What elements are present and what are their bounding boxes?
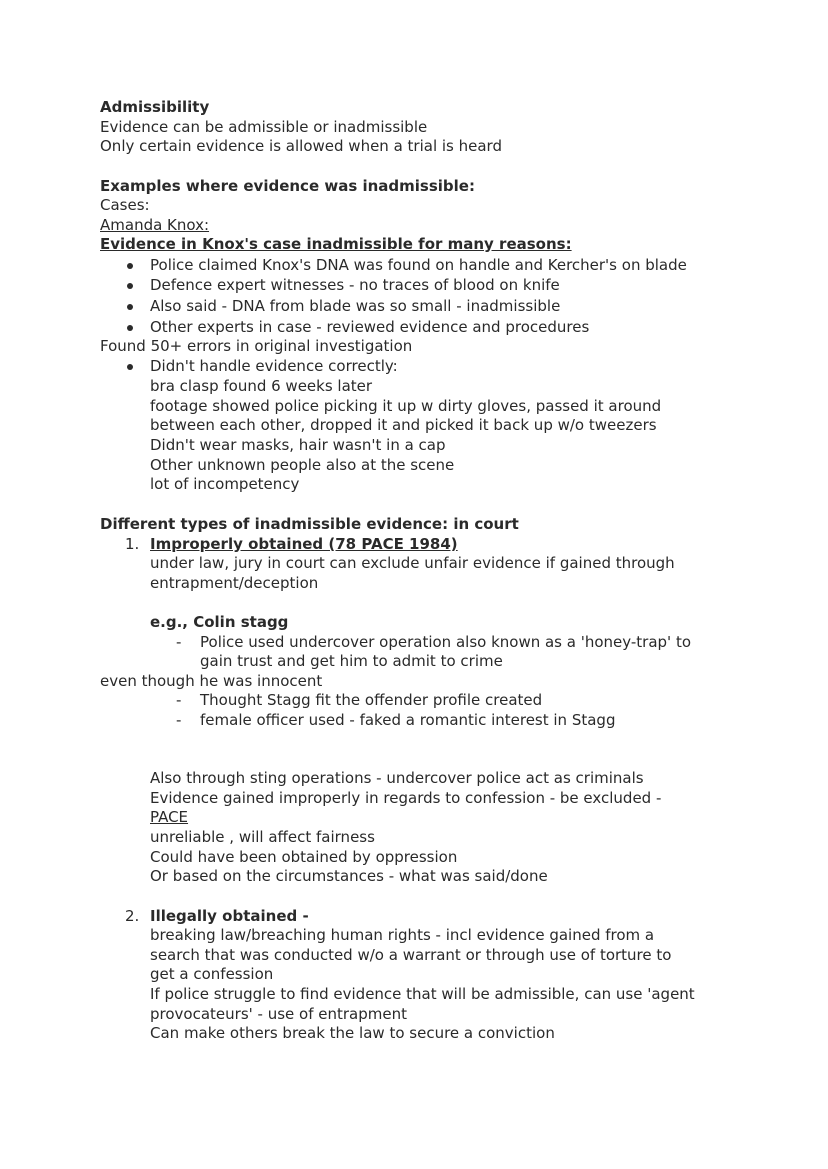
- bullet-item: Other experts in case - reviewed evidence and procedures: [150, 318, 590, 336]
- dash-icon: -: [176, 633, 182, 651]
- dash-icon: -: [176, 711, 182, 729]
- pace-link-text: PACE: [150, 808, 189, 826]
- text-line: get a confession: [150, 965, 274, 983]
- heading-examples: Examples where evidence was inadmissible:: [100, 177, 475, 195]
- text-line: entrapment/deception: [150, 574, 319, 592]
- text-line: Could have been obtained by oppression: [150, 848, 458, 866]
- text-line: lot of incompetency: [150, 475, 300, 493]
- text-line: Also through sting operations - undercover police act as criminals: [150, 769, 644, 787]
- text-line: If police struggle to find evidence that will be admissible, can use 'agent: [150, 985, 695, 1003]
- list-number: 1.: [125, 535, 140, 553]
- bullet-icon: [127, 304, 133, 310]
- text-line: between each other, dropped it and picked it back up w/o tweezers: [150, 416, 657, 434]
- bullet-icon: [127, 263, 133, 269]
- text-line: Can make others break the law to secure a conviction: [150, 1024, 555, 1042]
- text-line: Evidence gained improperly in regards to confession - be excluded -: [150, 789, 662, 807]
- dash-item: Thought Stagg fit the offender profile created: [200, 691, 543, 709]
- case-name: Amanda Knox:: [100, 216, 210, 234]
- item-title: Improperly obtained (78 PACE 1984): [150, 535, 458, 553]
- text-line: gain trust and get him to admit to crime: [200, 652, 503, 670]
- list-number: 2.: [125, 907, 140, 925]
- bullet-icon: [127, 364, 133, 370]
- text-line: under law, jury in court can exclude unfair evidence if gained through: [150, 554, 675, 572]
- text-line: Didn't wear masks, hair wasn't in a cap: [150, 436, 446, 454]
- dash-item: Police used undercover operation also known as a 'honey-trap' to: [200, 633, 692, 651]
- text-line: provocateurs' - use of entrapment: [150, 1005, 407, 1023]
- heading-types: Different types of inadmissible evidence: in court: [100, 515, 519, 533]
- dash-item: female officer used - faked a romantic interest in Stagg: [200, 711, 616, 729]
- case-subheading: Evidence in Knox's case inadmissible for many reasons:: [100, 235, 572, 253]
- text-line: bra clasp found 6 weeks later: [150, 377, 373, 395]
- text-line: Only certain evidence is allowed when a trial is heard: [100, 137, 502, 155]
- example-label: e.g., Colin stagg: [150, 613, 289, 631]
- bullet-item: Defence expert witnesses - no traces of blood on knife: [150, 276, 560, 294]
- item-title: Illegally obtained -: [150, 907, 309, 925]
- text-line: Evidence can be admissible or inadmissible: [100, 118, 428, 136]
- text-line: breaking law/breaching human rights - incl evidence gained from a: [150, 926, 655, 944]
- heading-admissibility: Admissibility: [100, 98, 210, 116]
- cases-label: Cases:: [100, 196, 150, 214]
- bullet-icon: [127, 325, 133, 331]
- bullet-item: Police claimed Knox's DNA was found on handle and Kercher's on blade: [150, 256, 687, 274]
- text-line: unreliable , will affect fairness: [150, 828, 375, 846]
- text-line: Found 50+ errors in original investigation: [100, 337, 413, 355]
- bullet-icon: [127, 283, 133, 289]
- text-line: even though he was innocent: [100, 672, 323, 690]
- text-line: footage showed police picking it up w dirty gloves, passed it around: [150, 397, 662, 415]
- dash-icon: -: [176, 691, 182, 709]
- text-line: Or based on the circumstances - what was said/done: [150, 867, 548, 885]
- bullet-item: Also said - DNA from blade was so small - inadmissible: [150, 297, 561, 315]
- bullet-item: Didn't handle evidence correctly:: [150, 357, 398, 375]
- text-line: Other unknown people also at the scene: [150, 456, 455, 474]
- text-line: search that was conducted w/o a warrant or through use of torture to: [150, 946, 672, 964]
